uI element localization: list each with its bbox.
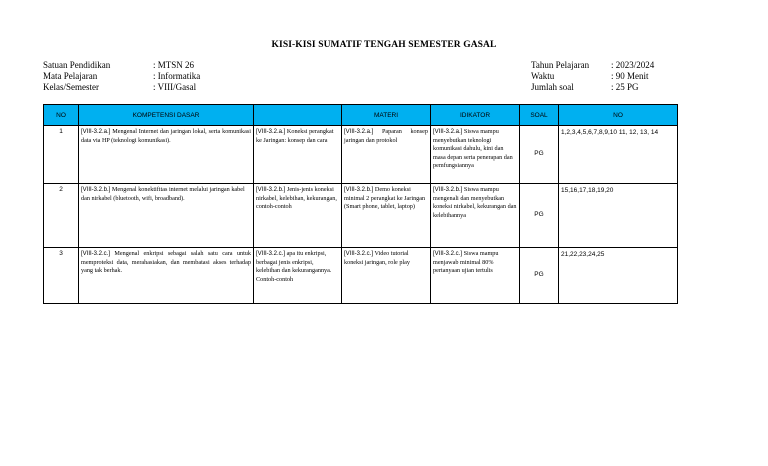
kisi-kisi-table	[43, 104, 678, 304]
kd-code: [VIII-3.2.b.]	[81, 187, 111, 193]
soal-numbers: 1,2,3,4,5,6,7,8,9,10 11, 12, 13, 14	[559, 126, 678, 184]
table-row	[44, 184, 678, 248]
kompetensi-cell	[79, 184, 254, 248]
meta-info-left	[43, 60, 200, 93]
sub-text: Jenis-jenis koneksi nirkabel, kelebihan, kekurangan, contoh-contoh	[256, 186, 337, 211]
materi-text: Demo koneksi minimal 2 perangkat ke Jaringan (Smart phone, tablet, laptop)	[344, 186, 426, 211]
ind-code: [VIII-3.2.a.]	[433, 129, 463, 135]
ind-text: Siswa mampu menyebutkan teknologi komunikasi dahulu, kini dan masa depan serta penerapan dan pemfungsiannya	[433, 128, 513, 170]
meta-value: : 2023/2024	[611, 60, 655, 70]
materi-code: [VIII-3.2.b.]	[344, 187, 374, 193]
indikator-cell	[431, 248, 520, 304]
meta-value: : 25 PG	[611, 82, 639, 92]
sub-kompetensi-cell	[254, 126, 342, 184]
sub-code: [VIII-3.2.a.]	[256, 129, 286, 135]
materi-text: Paparan konsep jaringan dan protokol	[344, 128, 428, 144]
table-header-row	[44, 105, 678, 126]
row-number: 1	[44, 126, 79, 184]
header-kompetensi-dasar: KOMPETENSI DASAR	[79, 105, 254, 126]
meta-row-waktu	[531, 71, 654, 82]
header-no: NO	[44, 105, 79, 126]
meta-row-mapel	[43, 71, 200, 82]
row-number: 2	[44, 184, 79, 248]
table-row	[44, 126, 678, 184]
sub-kompetensi-cell	[254, 184, 342, 248]
ind-text: Siswa mampu mengenali dan menyebutkan koneksi nirkabel, kekurangan dan kelebihannya	[433, 186, 517, 219]
sub-text: Koneksi perangkat ke Jaringan: konsep dan cara	[256, 128, 334, 144]
ind-text: Siswa mampu menjawab minimal 80% pertanyaan ujian tertulis	[433, 250, 499, 275]
ind-code: [VIII-3.2.c.]	[433, 251, 463, 257]
indikator-cell	[431, 126, 520, 184]
meta-label: Tahun Pelajaran	[531, 60, 590, 70]
soal-type: PG	[520, 248, 559, 304]
document-title: KISI-KISI SUMATIF TENGAH SEMESTER GASAL	[271, 40, 497, 50]
sub-kompetensi-cell	[254, 248, 342, 304]
soal-numbers: 21,22,23,24,25	[559, 248, 678, 304]
meta-row-jumlah	[531, 82, 654, 93]
kompetensi-cell	[79, 248, 254, 304]
header-blank	[254, 105, 342, 126]
materi-cell	[342, 184, 431, 248]
meta-value: : VIII/Gasal	[153, 82, 197, 92]
meta-value: : MTSN 26	[153, 60, 195, 70]
indikator-cell	[431, 184, 520, 248]
soal-type: PG	[520, 184, 559, 248]
meta-label: Satuan Pendidikan	[43, 60, 111, 70]
meta-row-satuan	[43, 60, 200, 71]
materi-cell	[342, 248, 431, 304]
kd-text: Mengenal konektifitas internet melalui jaringan kabel dan nirkabel (bluetooth, wifi, broadband).	[81, 186, 245, 202]
kd-text: Mengenal enkripsi sebagai salah satu cara untuk memproteksi data, merahasiakan, dan membatasi akses terhadap yang tak berhak.	[81, 250, 251, 275]
sub-code: [VIII-3.2.c.]	[256, 251, 286, 257]
header-soal: SOAL	[520, 105, 559, 126]
meta-value: : 90 Menit	[611, 71, 649, 81]
soal-type: PG	[520, 126, 559, 184]
header-indikator: IDIKATOR	[431, 105, 520, 126]
materi-cell	[342, 126, 431, 184]
header-no-soal: NO	[559, 105, 678, 126]
row-number: 3	[44, 248, 79, 304]
header-materi: MATERI	[342, 105, 431, 126]
meta-row-kelas	[43, 82, 200, 93]
materi-code: [VIII-3.2.c.]	[344, 251, 374, 257]
soal-numbers: 15,16,17,18,19,20	[559, 184, 678, 248]
meta-label: Waktu	[531, 71, 555, 81]
meta-label: Kelas/Semester	[43, 82, 99, 92]
meta-info-right	[531, 60, 654, 93]
kd-text: Mengenal Internet dan jaringan lokal, serta komunikasi data via HP (teknologi komunikasi).	[81, 128, 251, 144]
materi-text: Video tutorial koneksi jaringan, role play	[344, 250, 410, 266]
meta-label: Mata Pelajaran	[43, 71, 98, 81]
kompetensi-cell	[79, 126, 254, 184]
meta-row-tahun	[531, 60, 654, 71]
sub-text: apa itu enkripsi, berbagai jenis enkripsi, kelebihan dan kekurangannya. Contoh-contoh	[256, 250, 332, 283]
kd-code: [VIII-3.2.a.]	[81, 129, 111, 135]
materi-code: [VIII-3.2.a.]	[344, 129, 374, 135]
kd-code: [VIII-3.2.c.]	[81, 251, 111, 257]
sub-code: [VIII-3.2.b.]	[256, 187, 286, 193]
table-row	[44, 248, 678, 304]
meta-value: : Informatika	[153, 71, 201, 81]
meta-label: Jumlah soal	[531, 82, 574, 92]
ind-code: [VIII-3.2.b.]	[433, 187, 463, 193]
